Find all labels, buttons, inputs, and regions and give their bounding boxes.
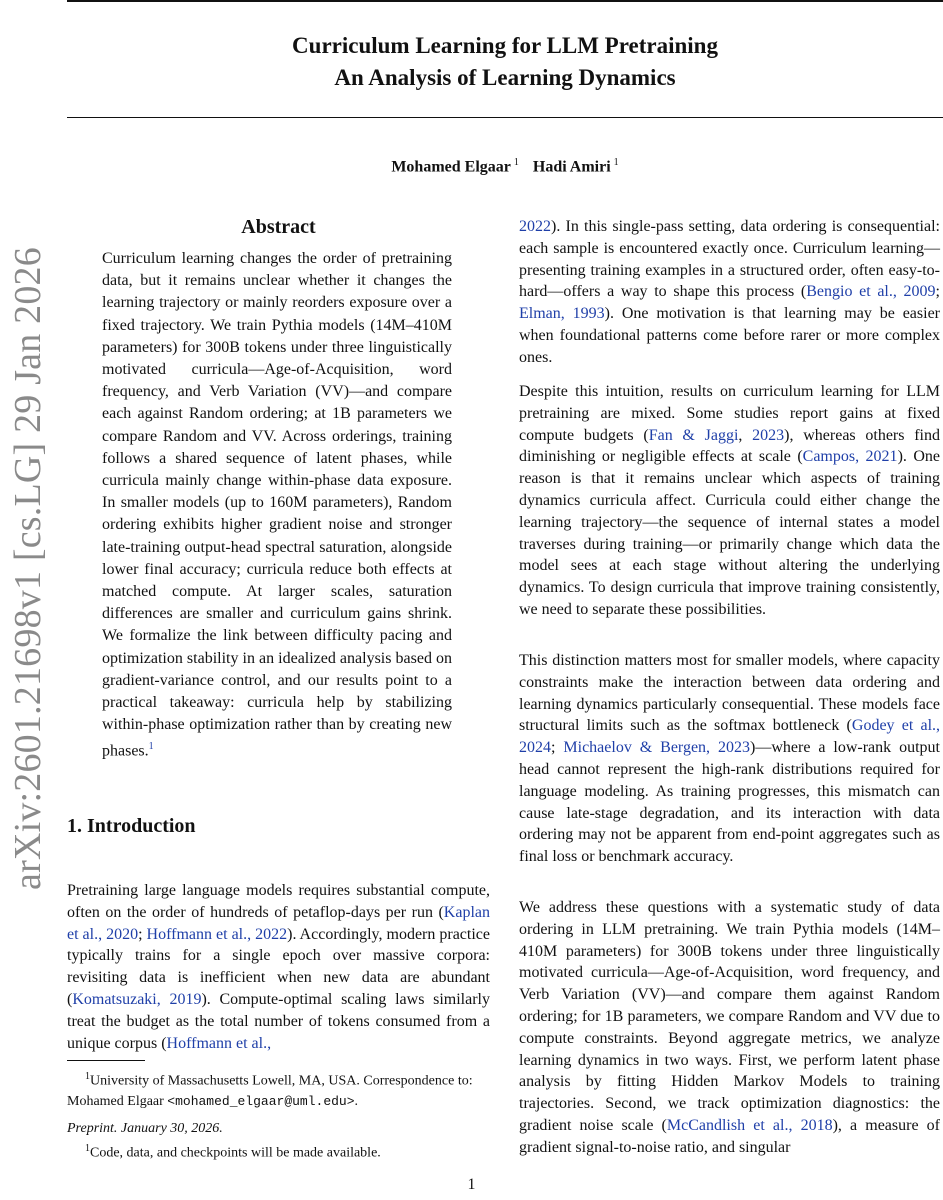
citation-link[interactable]: Kaplan et al., 2020 bbox=[67, 903, 490, 943]
abstract-text: Curriculum learning changes the order of pretraining data, but it remains unclear whether it changes the learning trajectory or mainly reorders exposure over a fixed trajectory. We train Pythia models (14M–410M parameters) for 300B tokens under three linguistically motivated curricula—Age-of-Acquisition, word frequency, and Verb Variation (VV)—and compare each against Random ordering; at 1B parameters we compare Random and VV. Across orderings, training follows a shared sequence of latent phases, while curricula mainly change within-phase data exposure. In smaller models (up to 160M parameters), Random ordering exhibits higher gradient noise and stronger late-training output-head spectral saturation, alongside lower final accuracy; curricula reduce both effects at matched compute. At larger scales, saturation differences are smaller and curriculum gains shrink. We formalize the link between difficulty pacing and optimization stability in an idealized analysis based on gradient-variance control, and our results point to a practical takeaway: curricula help by stabilizing within-phase optimization rather than by creating new phases. bbox=[102, 250, 452, 760]
citation-link[interactable]: Hoffmann et al., bbox=[166, 1034, 272, 1052]
footnote-mark: 1 bbox=[85, 1143, 90, 1154]
citation-link[interactable]: Hoffmann et al., 2022 bbox=[146, 925, 288, 943]
text-run: ; bbox=[551, 739, 564, 757]
text-run: Pretraining large language models requires substantial compute, often on the order of hundreds of petaflop-days per run ( bbox=[67, 882, 490, 921]
text-run: ). One reason is that it remains unclear which aspects of training dynamics curricula affect. Curricula could either change the learning trajectory—the sequence of internal states a model traverses during training—or primarily change which data the model sees at each stage without altering the underlying dynamics. To design curricula that improve training consistently, we need to separate these possibilities. bbox=[519, 448, 940, 618]
citation-link[interactable]: Godey et al., 2024 bbox=[519, 717, 941, 757]
right-column-paragraph bbox=[519, 650, 940, 868]
citation-link[interactable]: McCandlish et al., 2018 bbox=[666, 1116, 833, 1134]
intro-paragraph bbox=[67, 880, 490, 1054]
footnote-rule bbox=[67, 1060, 145, 1061]
preprint-date: Preprint. January 30, 2026. bbox=[67, 1121, 223, 1136]
footnote-text: . bbox=[354, 1093, 359, 1109]
abstract-footnote-link[interactable]: 1 bbox=[148, 741, 154, 753]
citation-link[interactable]: Komatsuzaki, 2019 bbox=[72, 990, 202, 1008]
section-heading-introduction: 1. Introduction bbox=[67, 815, 196, 837]
paper-title bbox=[67, 30, 943, 94]
citation-link[interactable]: 2022 bbox=[519, 218, 551, 235]
abstract-body bbox=[102, 248, 452, 763]
footnote-text: University of Massachusetts Lowell, MA, USA. Correspondence to: Mohamed Elgaar bbox=[67, 1073, 473, 1109]
abstract-heading: Abstract bbox=[241, 216, 316, 238]
text-run: ). In this single-pass setting, data ordering is consequential: each sample is encountered exactly once. Curriculum learning—presenting training examples in a structured order, often easy-to-hard—offers a way to shape this process ( bbox=[519, 218, 940, 301]
text-run: ; bbox=[138, 925, 147, 943]
text-run: ), whereas others find diminishing or negligible effects at scale ( bbox=[519, 426, 941, 466]
author-affiliation-mark: 1 bbox=[513, 157, 519, 168]
citation-link[interactable]: 2023 bbox=[752, 426, 785, 444]
title-bottom-rule bbox=[67, 117, 943, 118]
citation-link[interactable]: Elman, 1993 bbox=[519, 305, 605, 323]
citation-link[interactable]: Bengio et al., 2009 bbox=[806, 283, 936, 301]
right-column-paragraph bbox=[519, 216, 940, 369]
text-run: )—where a low-rank output head cannot represent the high-rank distributions required for language modeling. As training progresses, this mismatch can cause late-stage degradation, and its interaction with data ordering may not be apparent from end-point aggregates such as final loss or benchmark accuracy. bbox=[519, 739, 940, 866]
title-top-rule bbox=[67, 0, 943, 2]
text-run: ). Accordingly, modern practice typically trains for a single epoch over massive corpora: revisiting data is inefficient when new data are abundant ( bbox=[67, 925, 490, 1008]
author-affiliation-mark: 1 bbox=[613, 157, 619, 168]
right-column-paragraph bbox=[519, 897, 940, 1159]
footnote-mark: 1 bbox=[85, 1071, 90, 1082]
citation-link[interactable]: Fan & Jaggi bbox=[648, 426, 739, 444]
author-list bbox=[67, 157, 943, 176]
author-name: Mohamed Elgaar bbox=[391, 158, 511, 176]
code-availability-footnote bbox=[67, 1139, 490, 1164]
citation-link[interactable]: Michaelov & Bergen, 2023 bbox=[563, 739, 750, 757]
title-line-2: An Analysis of Learning Dynamics bbox=[334, 65, 676, 90]
page-number: 1 bbox=[467, 1176, 476, 1193]
author-name: Hadi Amiri bbox=[532, 158, 611, 176]
text-run: We address these questions with a systematic study of data ordering in LLM pretraining. We train Pythia models (14M–410M parameters) for 300B tokens under three linguistically motivated curricula—Age-of-Acquisition, word frequency, and Verb Variation (VV)—and compare them against Random ordering; for 1B parameters, we compare Random and VV due to compute constraints. Beyond aggregate metrics, we analyze learning dynamics in two ways. First, we perform latent phase analysis by fitting Hidden Markov Models to training trajectories. Second, we track optimization diagnostics: the gradient noise scale ( bbox=[519, 899, 940, 1134]
text-run: ), a measure of gradient signal-to-noise ratio, and singular bbox=[519, 1116, 940, 1156]
text-run: ; bbox=[935, 283, 940, 301]
text-run: This distinction matters most for smaller models, where capacity constraints make the interaction between data ordering and learning dynamics particularly consequential. These models face structural limits such as the softmax bottleneck ( bbox=[519, 652, 940, 735]
arxiv-identifier-stamp: arXiv:2601.21698v1 [cs.LG] 29 Jan 2026 bbox=[7, 247, 49, 890]
text-run: ). Compute-optimal scaling laws similarly treat the budget as the total number of tokens consumed from a unique corpus ( bbox=[67, 990, 490, 1052]
title-line-1: Curriculum Learning for LLM Pretraining bbox=[292, 33, 718, 58]
text-run: ). One motivation is that learning may be easier when foundational patterns come before rarer or more complex ones. bbox=[519, 305, 940, 366]
text-run: , bbox=[738, 426, 753, 444]
text-run: Despite this intuition, results on curriculum learning for LLM pretraining are mixed. Some studies report gains at fixed compute budgets ( bbox=[519, 383, 940, 444]
citation-link[interactable]: Campos, 2021 bbox=[802, 448, 898, 466]
footnote-text: Code, data, and checkpoints will be made available. bbox=[90, 1145, 381, 1161]
affiliation-footnote bbox=[67, 1067, 490, 1112]
correspondence-email[interactable]: <mohamed_elgaar@uml.edu> bbox=[167, 1093, 355, 1109]
right-column-paragraph bbox=[519, 381, 940, 621]
